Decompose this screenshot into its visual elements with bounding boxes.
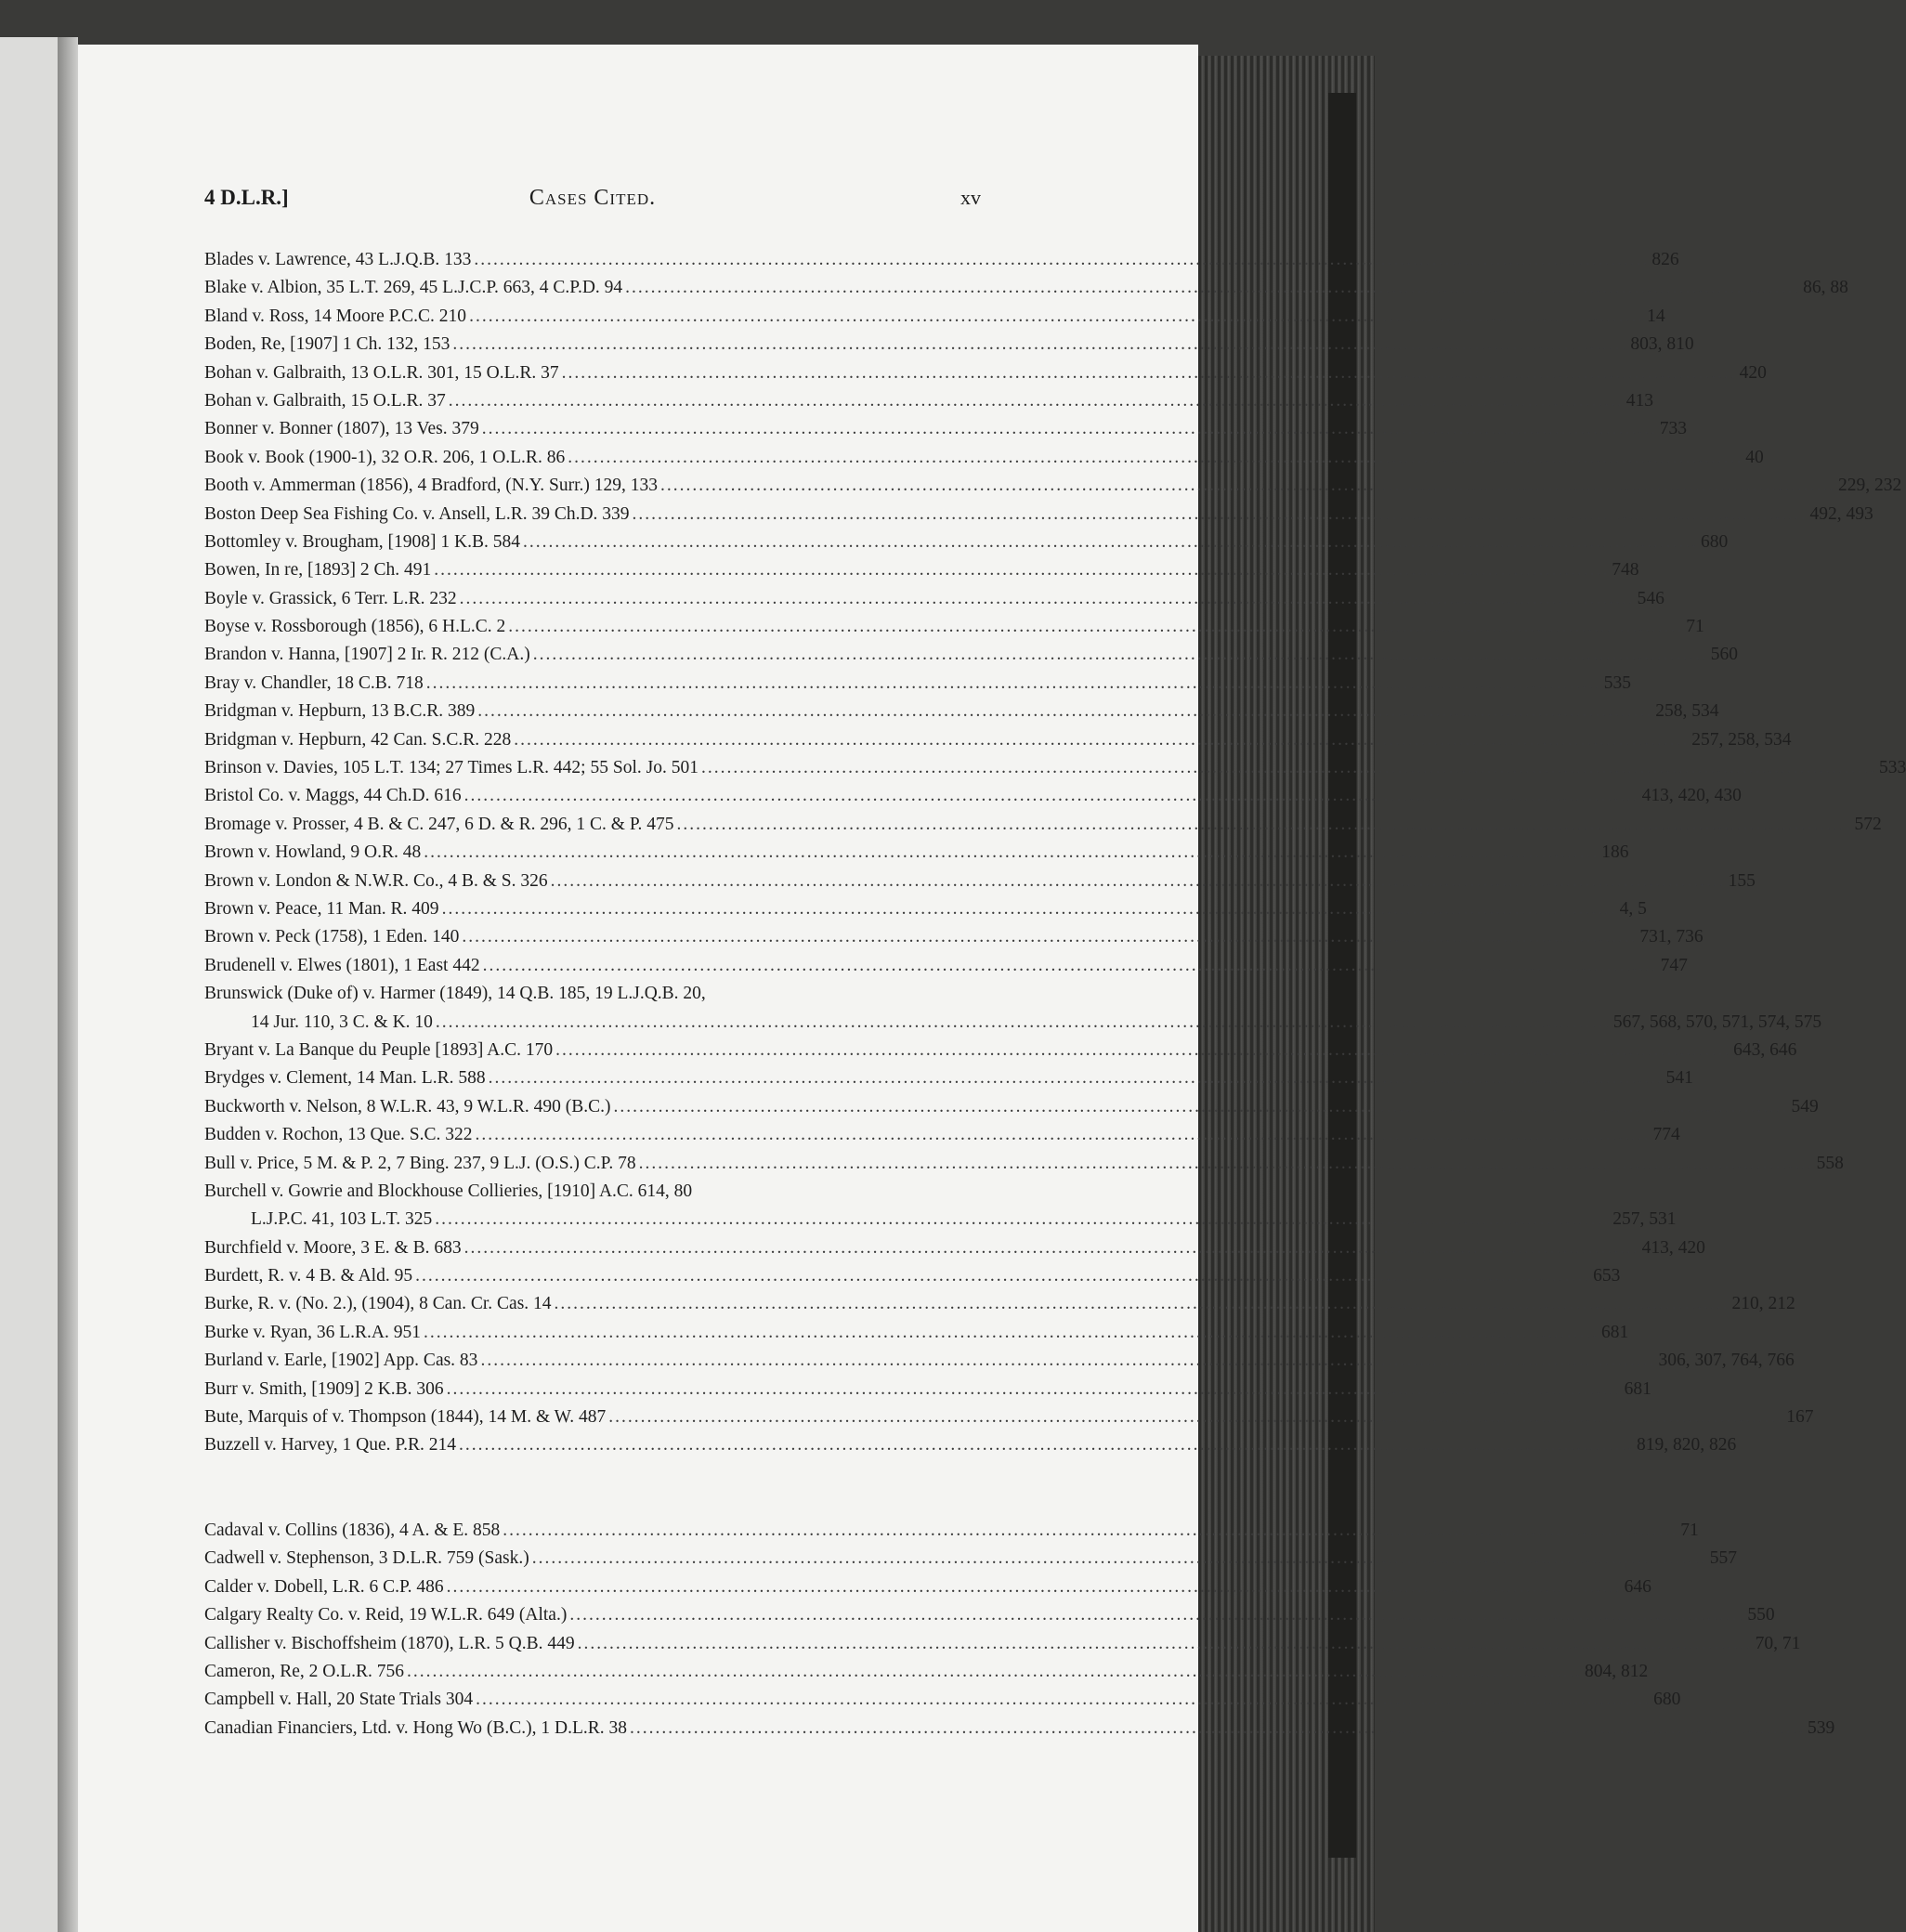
dot-leader bbox=[424, 1319, 1599, 1347]
case-entry bbox=[204, 1262, 1621, 1290]
case-entry bbox=[204, 1573, 1651, 1601]
case-line bbox=[204, 1658, 1649, 1686]
case-pages: 40 bbox=[1745, 447, 1764, 467]
case-pages: 731, 736 bbox=[1639, 927, 1704, 947]
dot-leader bbox=[608, 1403, 1783, 1431]
dot-leader bbox=[555, 1037, 1730, 1064]
case-pages: 258, 534 bbox=[1655, 701, 1719, 722]
case-entry bbox=[204, 1290, 1795, 1318]
case-entry bbox=[204, 1630, 1801, 1658]
dot-leader bbox=[464, 1234, 1639, 1262]
case-entry bbox=[204, 670, 1631, 698]
case-pages: 546 bbox=[1637, 588, 1664, 608]
case-pages: 86, 88 bbox=[1803, 278, 1848, 298]
case-entry bbox=[204, 839, 1629, 867]
dot-leader bbox=[459, 1431, 1634, 1459]
case-citation: Burr v. Smith, [1909] 2 K.B. 306 bbox=[204, 1378, 444, 1399]
case-citation: Boston Deep Sea Fishing Co. v. Ansell, L.R. 39 Ch.D. 339 bbox=[204, 503, 630, 524]
dot-leader bbox=[508, 613, 1683, 641]
case-pages: 558 bbox=[1816, 1153, 1844, 1173]
case-citation: Bromage v. Prosser, 4 B. & C. 247, 6 D. & R. 296, 1 C. & P. 475 bbox=[204, 814, 674, 834]
case-pages: 533 bbox=[1878, 758, 1906, 778]
case-line bbox=[204, 868, 1756, 895]
dot-leader bbox=[477, 698, 1652, 725]
case-line bbox=[204, 1093, 1819, 1121]
case-entry bbox=[204, 1064, 1693, 1092]
case-entry bbox=[204, 1601, 1775, 1629]
case-pages: 748 bbox=[1612, 560, 1639, 581]
case-entry bbox=[204, 359, 1767, 387]
case-line bbox=[204, 1347, 1795, 1375]
case-line bbox=[204, 952, 1688, 980]
case-line bbox=[204, 1630, 1801, 1658]
case-line bbox=[204, 754, 1906, 782]
dot-leader bbox=[533, 641, 1708, 669]
case-pages: 653 bbox=[1593, 1266, 1621, 1286]
dot-leader bbox=[630, 1715, 1805, 1743]
case-line bbox=[204, 303, 1665, 331]
case-entry bbox=[204, 1234, 1705, 1262]
case-pages: 681 bbox=[1601, 1322, 1629, 1342]
case-pages: 4, 5 bbox=[1619, 898, 1647, 919]
case-line bbox=[204, 1376, 1651, 1403]
case-line bbox=[204, 444, 1764, 472]
running-head bbox=[204, 182, 981, 219]
case-entry bbox=[204, 1545, 1737, 1573]
case-entry bbox=[204, 1376, 1651, 1403]
case-pages: 420 bbox=[1739, 362, 1767, 383]
case-citation: Burland v. Earle, [1902] App. Cas. 83 bbox=[204, 1351, 478, 1371]
case-line bbox=[204, 613, 1704, 641]
dot-leader bbox=[568, 444, 1743, 472]
case-entry bbox=[204, 387, 1654, 415]
case-pages: 774 bbox=[1652, 1125, 1680, 1145]
case-entry bbox=[204, 952, 1688, 980]
case-citation: Burdett, R. v. 4 B. & Ald. 95 bbox=[204, 1266, 413, 1286]
case-citation: Brown v. Peck (1758), 1 Eden. 140 bbox=[204, 927, 460, 947]
case-citation: Brinson v. Davies, 105 L.T. 134; 27 Times L.R. 442; 55 Sol. Jo. 501 bbox=[204, 758, 698, 778]
case-entry bbox=[204, 1319, 1629, 1347]
dot-leader bbox=[532, 1545, 1707, 1573]
case-line bbox=[204, 1234, 1705, 1262]
case-pages: 826 bbox=[1651, 250, 1679, 269]
case-entry bbox=[204, 1658, 1649, 1686]
case-citation: Brydges v. Clement, 14 Man. L.R. 588 bbox=[204, 1068, 486, 1089]
dot-leader bbox=[435, 1206, 1610, 1234]
case-pages: 803, 810 bbox=[1630, 334, 1694, 355]
case-citation: Bottomley v. Brougham, [1908] 1 K.B. 584 bbox=[204, 531, 520, 552]
case-entry bbox=[204, 274, 1848, 302]
case-line bbox=[204, 698, 1719, 725]
case-citation: Book v. Book (1900-1), 32 O.R. 206, 1 O.L.R. 86 bbox=[204, 447, 566, 467]
case-citation: Bridgman v. Hepburn, 13 B.C.R. 389 bbox=[204, 701, 476, 722]
case-entry bbox=[204, 868, 1756, 895]
case-citation: Brunswick (Duke of) v. Harmer (1849), 14 Q.B. 185, 19 L.J.Q.B. 20, bbox=[204, 984, 706, 1004]
case-citation: Burchfield v. Moore, 3 E. & B. 683 bbox=[204, 1237, 462, 1258]
case-line bbox=[204, 529, 1729, 556]
case-citation-continued: L.J.P.C. 41, 103 L.T. 325 bbox=[251, 1209, 433, 1230]
case-citation: Bohan v. Galbraith, 13 O.L.R. 301, 15 O.L.R. 37 bbox=[204, 362, 559, 383]
dot-leader bbox=[407, 1658, 1582, 1686]
case-citation: Campbell v. Hall, 20 State Trials 304 bbox=[204, 1690, 474, 1710]
case-line bbox=[204, 670, 1631, 698]
book-gutter bbox=[58, 37, 78, 1932]
case-entry bbox=[204, 415, 1687, 443]
case-entry bbox=[204, 641, 1739, 669]
case-citation: Canadian Financiers, Ltd. v. Hong Wo (B.C.), 1 D.L.R. 38 bbox=[204, 1717, 628, 1738]
case-line bbox=[204, 274, 1848, 302]
dot-leader bbox=[442, 895, 1617, 923]
case-pages: 71 bbox=[1680, 1521, 1699, 1540]
case-entry bbox=[204, 1431, 1737, 1459]
case-entry bbox=[204, 782, 1742, 810]
case-line bbox=[204, 1064, 1693, 1092]
case-citation: Callisher v. Bischoffsheim (1870), L.R. 5 Q.B. 449 bbox=[204, 1633, 575, 1653]
case-citation: Bute, Marquis of v. Thompson (1844), 14 M. & W. 487 bbox=[204, 1407, 607, 1428]
case-entry bbox=[204, 1347, 1795, 1375]
case-pages: 541 bbox=[1665, 1068, 1693, 1089]
case-citation: Cameron, Re, 2 O.L.R. 756 bbox=[204, 1661, 405, 1681]
case-entry bbox=[204, 246, 1679, 274]
case-pages: 70, 71 bbox=[1755, 1633, 1801, 1653]
case-pages: 560 bbox=[1710, 645, 1739, 665]
case-pages: 257, 258, 534 bbox=[1691, 729, 1792, 750]
case-citation: Bristol Co. v. Maggs, 44 Ch.D. 616 bbox=[204, 786, 462, 806]
case-entry bbox=[204, 698, 1719, 725]
dot-leader bbox=[447, 1573, 1622, 1601]
case-line bbox=[204, 501, 1873, 529]
case-citation: Cadaval v. Collins (1836), 4 A. & E. 858 bbox=[204, 1521, 501, 1540]
case-entry bbox=[204, 726, 1792, 754]
case-citation: Calder v. Dobell, L.R. 6 C.P. 486 bbox=[204, 1576, 444, 1597]
case-line bbox=[204, 387, 1654, 415]
case-pages: 306, 307, 764, 766 bbox=[1658, 1351, 1795, 1371]
case-entry bbox=[204, 811, 1882, 839]
case-line-continued bbox=[204, 1009, 1822, 1037]
case-citation-continued: 14 Jur. 110, 3 C. & K. 10 bbox=[251, 1012, 433, 1032]
dot-leader bbox=[578, 1630, 1753, 1658]
case-entry bbox=[204, 895, 1647, 923]
case-pages: 492, 493 bbox=[1809, 503, 1873, 524]
dot-leader bbox=[483, 952, 1658, 980]
case-citation: Buzzell v. Harvey, 1 Que. P.R. 214 bbox=[204, 1435, 456, 1456]
case-citation: Boyse v. Rossborough (1856), 6 H.L.C. 2 bbox=[204, 617, 506, 637]
case-citation: Bowen, In re, [1893] 2 Ch. 491 bbox=[204, 560, 432, 581]
dot-leader bbox=[449, 387, 1624, 415]
case-pages: 804, 812 bbox=[1585, 1661, 1649, 1681]
case-entry bbox=[204, 613, 1704, 641]
case-citation: Bryant v. La Banque du Peuple [1893] A.C. 170 bbox=[204, 1039, 554, 1060]
case-line bbox=[204, 1150, 1844, 1178]
case-entry bbox=[204, 1178, 1677, 1234]
case-pages: 680 bbox=[1700, 531, 1729, 552]
case-citation: Brudenell v. Elwes (1801), 1 East 442 bbox=[204, 955, 480, 975]
case-line bbox=[204, 359, 1767, 387]
case-citation: Bull v. Price, 5 M. & P. 2, 7 Bing. 237, 9 L.J. (O.S.) C.P. 78 bbox=[204, 1153, 636, 1173]
case-entry bbox=[204, 1037, 1797, 1064]
case-line bbox=[204, 980, 981, 1008]
case-citation: Calgary Realty Co. v. Reid, 19 W.L.R. 649 (Alta.) bbox=[204, 1605, 568, 1625]
case-line bbox=[204, 1403, 1814, 1431]
case-entry bbox=[204, 1093, 1819, 1121]
dot-leader bbox=[677, 811, 1852, 839]
case-line bbox=[204, 1121, 1680, 1149]
dot-leader bbox=[476, 1121, 1651, 1149]
dot-leader bbox=[462, 923, 1637, 951]
case-pages: 572 bbox=[1854, 814, 1882, 834]
case-line bbox=[204, 923, 1704, 951]
case-line bbox=[204, 1573, 1651, 1601]
case-pages: 257, 531 bbox=[1612, 1209, 1677, 1230]
case-pages: 229, 232 bbox=[1838, 476, 1902, 496]
case-citation: Cadwell v. Stephenson, 3 D.L.R. 759 (Sask.) bbox=[204, 1548, 529, 1569]
case-pages: 14 bbox=[1647, 306, 1665, 326]
case-line bbox=[204, 1431, 1737, 1459]
case-pages: 167 bbox=[1786, 1407, 1814, 1428]
case-citation: Brown v. Howland, 9 O.R. 48 bbox=[204, 842, 422, 863]
dot-leader bbox=[480, 1347, 1655, 1375]
page-title: Cases Cited. bbox=[529, 186, 657, 210]
case-pages: 819, 820, 826 bbox=[1636, 1435, 1737, 1456]
case-line bbox=[204, 1545, 1737, 1573]
case-pages: 71 bbox=[1686, 617, 1704, 637]
case-line bbox=[204, 811, 1882, 839]
case-line bbox=[204, 839, 1629, 867]
case-citation: Budden v. Rochon, 13 Que. S.C. 322 bbox=[204, 1125, 473, 1145]
dot-leader bbox=[415, 1262, 1590, 1290]
case-line bbox=[204, 1686, 1681, 1714]
dot-leader bbox=[447, 1376, 1622, 1403]
case-pages: 539 bbox=[1808, 1717, 1835, 1738]
case-pages: 413 bbox=[1625, 390, 1654, 411]
case-pages: 557 bbox=[1709, 1548, 1737, 1569]
case-citation: Bland v. Ross, 14 Moore P.C.C. 210 bbox=[204, 306, 467, 326]
dot-leader bbox=[474, 246, 1649, 274]
case-line bbox=[204, 556, 1639, 584]
case-entry bbox=[204, 444, 1764, 472]
case-line bbox=[204, 1517, 1699, 1545]
case-entry bbox=[204, 923, 1704, 951]
case-line bbox=[204, 1601, 1775, 1629]
case-citation: Brown v. London & N.W.R. Co., 4 B. & S. 326 bbox=[204, 870, 548, 891]
dot-leader bbox=[625, 274, 1800, 302]
case-pages: 733 bbox=[1659, 419, 1687, 439]
case-citation: Blake v. Albion, 35 L.T. 269, 45 L.J.C.P. 663, 4 C.P.D. 94 bbox=[204, 278, 623, 298]
case-pages: 210, 212 bbox=[1731, 1294, 1795, 1314]
dot-leader bbox=[460, 585, 1635, 613]
case-entry bbox=[204, 303, 1665, 331]
case-citation: Bray v. Chandler, 18 C.B. 718 bbox=[204, 672, 424, 693]
case-citation: Boden, Re, [1907] 1 Ch. 132, 153 bbox=[204, 334, 450, 355]
case-entry bbox=[204, 1517, 1699, 1545]
case-entry bbox=[204, 501, 1873, 529]
case-line bbox=[204, 1319, 1629, 1347]
case-line-continued bbox=[204, 1206, 1677, 1234]
case-entry bbox=[204, 1150, 1844, 1178]
case-pages: 643, 646 bbox=[1733, 1039, 1797, 1060]
volume-label: 4 D.L.R.] bbox=[204, 186, 289, 209]
case-pages: 155 bbox=[1728, 870, 1756, 891]
case-line bbox=[204, 1178, 981, 1206]
case-citation: Bonner v. Bonner (1807), 13 Ves. 379 bbox=[204, 419, 479, 439]
case-pages: 413, 420, 430 bbox=[1641, 786, 1742, 806]
cases-list-b bbox=[204, 246, 1906, 1460]
case-entry bbox=[204, 331, 1694, 359]
case-pages: 747 bbox=[1660, 955, 1688, 975]
dot-leader bbox=[482, 415, 1657, 443]
dot-leader bbox=[426, 670, 1601, 698]
case-line bbox=[204, 1715, 1835, 1743]
case-line bbox=[204, 585, 1664, 613]
case-entry bbox=[204, 1121, 1680, 1149]
case-line bbox=[204, 472, 1902, 500]
case-entry bbox=[204, 585, 1664, 613]
dot-leader bbox=[551, 868, 1726, 895]
case-entry bbox=[204, 980, 1822, 1037]
case-citation: Brown v. Peace, 11 Man. R. 409 bbox=[204, 898, 439, 919]
case-line bbox=[204, 1262, 1621, 1290]
dot-leader bbox=[614, 1093, 1789, 1121]
case-line bbox=[204, 246, 1679, 274]
dot-leader bbox=[436, 1009, 1611, 1037]
cases-list-c bbox=[204, 1517, 1835, 1743]
case-pages: 567, 568, 570, 571, 574, 575 bbox=[1612, 1012, 1822, 1032]
case-entry bbox=[204, 472, 1902, 500]
case-entry bbox=[204, 1715, 1835, 1743]
case-pages: 186 bbox=[1601, 842, 1629, 863]
case-citation: Brandon v. Hanna, [1907] 2 Ir. R. 212 (C.A.) bbox=[204, 645, 530, 665]
case-pages: 535 bbox=[1603, 672, 1631, 693]
dot-leader bbox=[452, 331, 1627, 359]
dot-leader bbox=[476, 1686, 1651, 1714]
dot-leader bbox=[424, 839, 1599, 867]
case-line bbox=[204, 895, 1647, 923]
dot-leader bbox=[434, 556, 1609, 584]
case-entry bbox=[204, 754, 1906, 782]
dot-leader bbox=[503, 1517, 1678, 1545]
case-line bbox=[204, 1037, 1797, 1064]
dot-leader bbox=[523, 529, 1698, 556]
dot-leader bbox=[639, 1150, 1814, 1178]
dot-leader bbox=[489, 1064, 1664, 1092]
case-citation: Buckworth v. Nelson, 8 W.L.R. 43, 9 W.L.R. 490 (B.C.) bbox=[204, 1096, 611, 1116]
dot-leader bbox=[514, 726, 1689, 754]
page-number: xv bbox=[960, 186, 981, 209]
dot-leader bbox=[469, 303, 1644, 331]
case-pages: 549 bbox=[1791, 1096, 1819, 1116]
case-citation: Blades v. Lawrence, 43 L.J.Q.B. 133 bbox=[204, 250, 472, 269]
case-line bbox=[204, 415, 1687, 443]
case-entry bbox=[204, 1403, 1814, 1431]
case-pages: 681 bbox=[1624, 1378, 1651, 1399]
case-citation: Burke, R. v. (No. 2.), (1904), 8 Can. Cr. Cas. 14 bbox=[204, 1294, 552, 1314]
case-line bbox=[204, 641, 1739, 669]
dot-leader bbox=[464, 782, 1639, 810]
dot-leader bbox=[660, 472, 1835, 500]
case-citation: Booth v. Ammerman (1856), 4 Bradford, (N.Y. Surr.) 129, 133 bbox=[204, 476, 658, 496]
dot-leader bbox=[701, 754, 1876, 782]
case-citation: Bridgman v. Hepburn, 42 Can. S.C.R. 228 bbox=[204, 729, 512, 750]
case-pages: 646 bbox=[1624, 1576, 1651, 1597]
dot-leader bbox=[562, 359, 1737, 387]
case-line bbox=[204, 726, 1792, 754]
dot-leader bbox=[569, 1601, 1744, 1629]
case-entry bbox=[204, 556, 1639, 584]
case-line bbox=[204, 331, 1694, 359]
case-citation: Bohan v. Galbraith, 15 O.L.R. 37 bbox=[204, 390, 446, 411]
case-line bbox=[204, 782, 1742, 810]
case-pages: 413, 420 bbox=[1641, 1237, 1705, 1258]
case-entry bbox=[204, 529, 1729, 556]
case-citation: Boyle v. Grassick, 6 Terr. L.R. 232 bbox=[204, 588, 457, 608]
dot-leader bbox=[555, 1290, 1730, 1318]
case-line bbox=[204, 1290, 1795, 1318]
case-pages: 680 bbox=[1653, 1690, 1681, 1710]
case-pages: 550 bbox=[1747, 1605, 1775, 1625]
case-citation: Burke v. Ryan, 36 L.R.A. 951 bbox=[204, 1322, 422, 1342]
dot-leader bbox=[633, 501, 1808, 529]
case-citation: Burchell v. Gowrie and Blockhouse Collieries, [1910] A.C. 614, 80 bbox=[204, 1181, 693, 1201]
case-entry bbox=[204, 1686, 1681, 1714]
